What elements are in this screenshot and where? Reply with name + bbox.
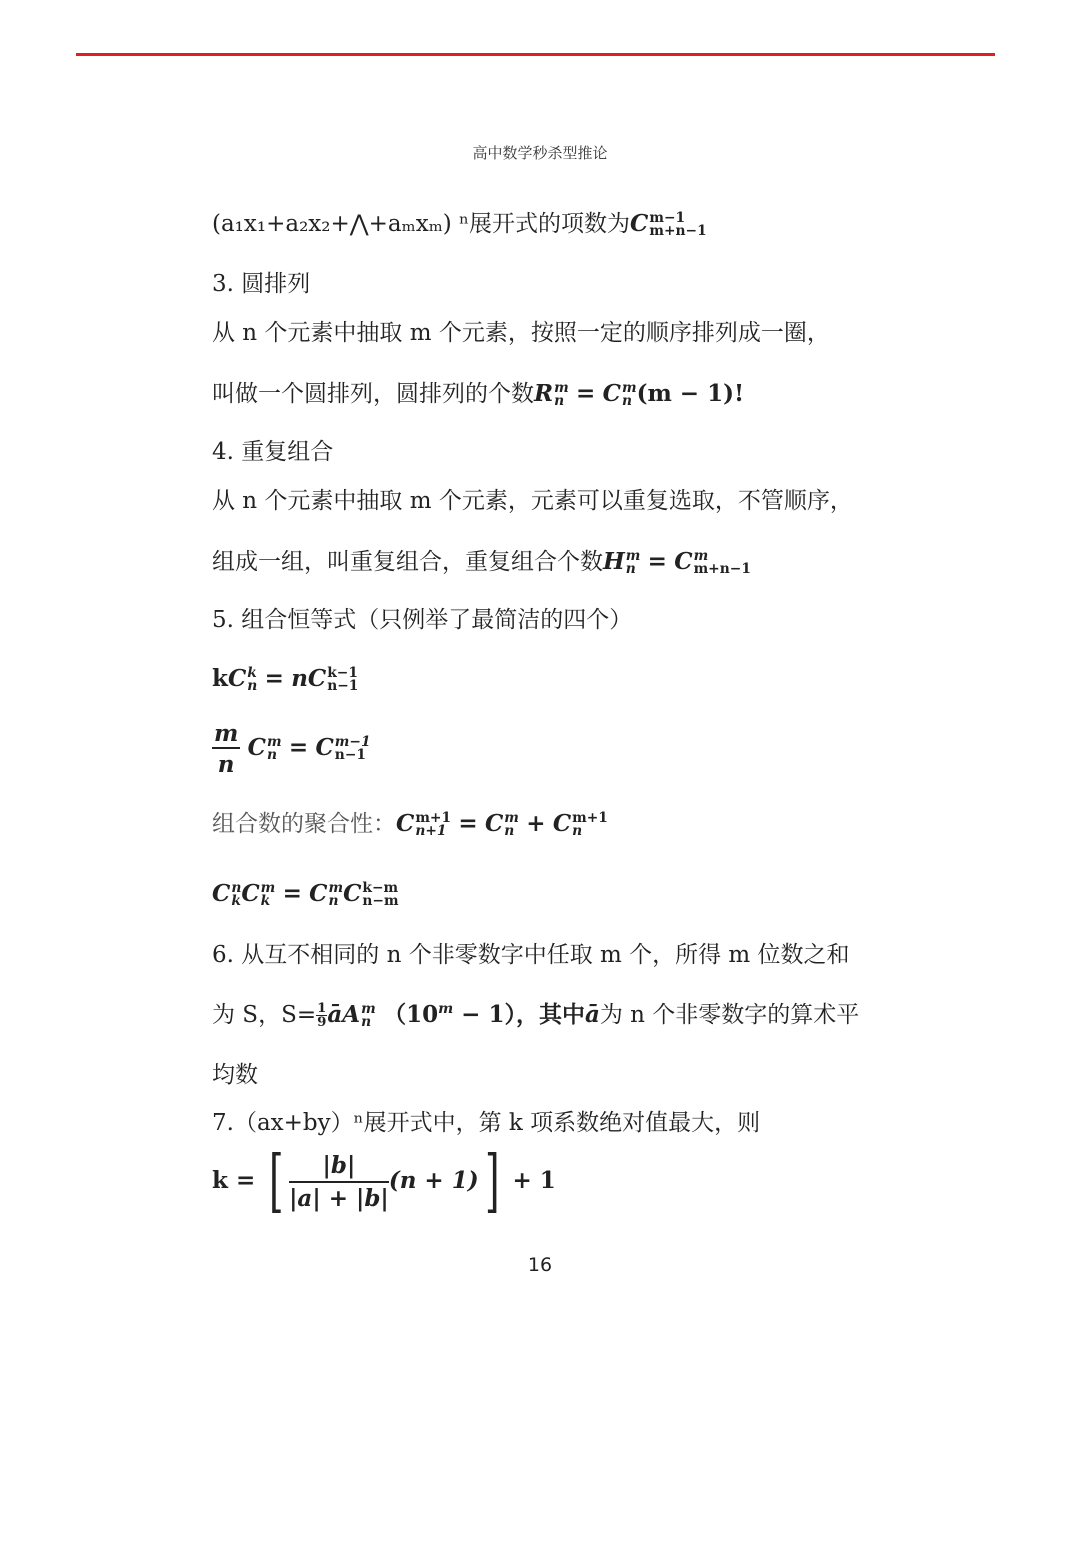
section-7-formula: k = [ $\frac{|b|}{|a| + |b|}$ (n + 1)] + 1	[212, 1142, 556, 1221]
section-6-paragraph-2: 为 S，S= $\frac{1}{9}$ āA m n $(10^m - 1)$，其中ā为 n 个非零数字的算术平	[212, 1000, 860, 1031]
section-4-paragraph-1: 从 n 个元素中抽取 m 个元素，元素可以重复选取，不管顺序，	[212, 488, 853, 514]
section-3-title: 3. 圆排列	[212, 271, 311, 297]
section-5-title: 5. 组合恒等式（只例举了最简洁的四个）	[212, 607, 633, 633]
section-4-title: 4. 重复组合	[212, 439, 334, 465]
section-4-paragraph-2: 组成一组，叫重复组合，重复组合个数H m n = C m m+n−1	[212, 548, 751, 578]
section-3-paragraph-2: 叫做一个圆排列，圆排列的个数R m n = C m n (m − 1)!	[212, 380, 745, 410]
header-rule	[76, 53, 995, 56]
identity-3-aggregation: 组合数的聚合性：C m+1 n+1 = C m n + C m+1 n	[212, 810, 608, 840]
section-3-paragraph-1: 从 n 个元素中抽取 m 个元素，按照一定的顺序排列成一圈，	[212, 320, 830, 346]
page-header: 高中数学秒杀型推论	[472, 144, 608, 162]
section-6-paragraph-3: 均数	[212, 1062, 258, 1088]
line-multinomial-terms: (a₁x₁+a₂x₂+⋀+aₘxₘ) ⁿ展开式的项数为C m−1 m+n−1	[212, 210, 707, 240]
section-7-paragraph-1: 7.（ax+by）ⁿ展开式中，第 k 项系数绝对值最大，则	[212, 1110, 761, 1136]
identity-2: $\frac{m}{n}$ C m n = C m−1 n−1	[214, 720, 371, 778]
page-number: 16	[527, 1254, 553, 1276]
section-6-paragraph-1: 6. 从互不相同的 n 个非零数字中任取 m 个，所得 m 位数之和	[212, 942, 850, 968]
multinomial-text: (a₁x₁+a₂x₂+⋀+aₘxₘ) ⁿ展开式的项数为	[212, 211, 631, 238]
identity-1: kC k n = nC k−1 n−1	[212, 665, 359, 695]
identity-4: C n k C m k = C m n C k−m n−m	[212, 880, 399, 910]
